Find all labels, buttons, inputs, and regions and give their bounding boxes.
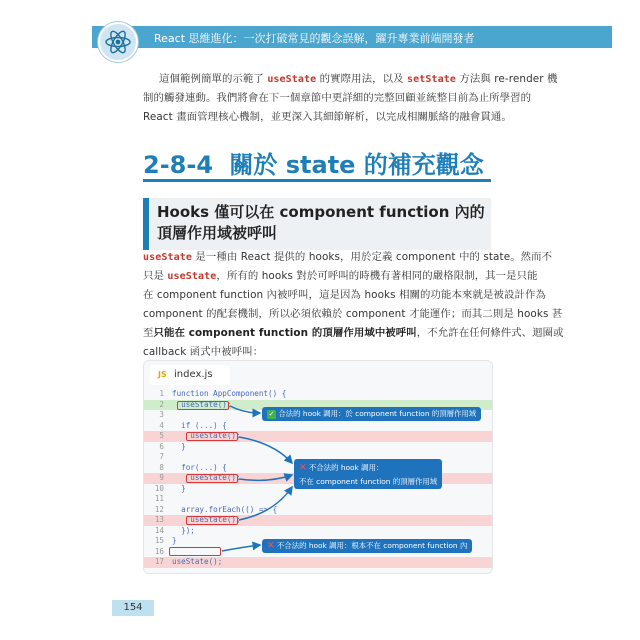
- line-number: 15: [154, 536, 164, 545]
- check-icon: ✓: [268, 410, 275, 418]
- file-name: index.js: [174, 369, 213, 380]
- body-text: 只是: [143, 270, 168, 282]
- line-number: 2: [159, 399, 164, 409]
- cross-icon: ✕: [267, 541, 275, 551]
- intro-text: React 畫面管理核心機制，並更深入其細節解析，以完成相關脈絡的融會貫通。: [143, 111, 512, 123]
- code-text: }: [172, 536, 177, 545]
- body-text: 是一種由 React 提供的 hooks，用於定義 component 中的 state。然而不: [191, 251, 553, 263]
- chapter-header-band: [92, 26, 612, 48]
- body-text: component 的配套機制，所以必須依賴於 component 才能運作；而其二則是 hooks 甚: [143, 308, 563, 320]
- emphasis-text: 只能在 component function 的頂層作用域中被呼叫: [153, 327, 417, 339]
- inline-code: useState: [167, 271, 217, 282]
- body-text: 至: [143, 327, 154, 339]
- code-text: function AppComponent() {: [172, 389, 287, 398]
- callout-text: 不合法的 hook 調用：根本不在 component function 內: [276, 541, 468, 550]
- page-number: 154: [112, 600, 154, 616]
- line-number: 7: [159, 452, 164, 461]
- line-number: 10: [154, 483, 164, 493]
- intro-paragraph: [143, 70, 558, 127]
- invalid-hook-callout-outside: [262, 539, 472, 553]
- body-paragraph: [143, 248, 564, 362]
- code-text: array.forEach(() => {: [172, 504, 278, 514]
- valid-hook-callout: [262, 407, 481, 421]
- callout-text: 合法的 hook 調用：於 component function 的頂層作用域: [278, 409, 477, 418]
- intro-text: 的實際用法，以及: [316, 73, 408, 85]
- body-text: ，所有的 hooks 對於可呼叫的時機有著相同的嚴格限制，其一是只能: [216, 270, 538, 282]
- callout-text: 不合法的 hook 調用：: [308, 463, 384, 472]
- line-number: 8: [159, 462, 164, 472]
- intro-text: 制的觸發連動。我們將會在下一個章節中更詳細的完整回顧並統整目前為止所學習的: [143, 92, 532, 104]
- line-number: 5: [159, 431, 164, 440]
- inline-code: useState: [267, 74, 317, 85]
- section-number: 2-8-4: [143, 151, 214, 179]
- code-text: }: [172, 441, 186, 451]
- code-text: useState();: [172, 399, 232, 409]
- body-text: callback 函式中被呼叫：: [143, 346, 264, 358]
- react-logo-icon: [98, 22, 138, 62]
- intro-text: 這個範例簡單的示範了: [159, 73, 268, 85]
- line-number: 13: [154, 515, 164, 524]
- intro-text: 方法與 re-render 機: [455, 73, 558, 85]
- code-text: useState();: [172, 431, 241, 440]
- line-number: 11: [154, 494, 164, 503]
- code-text: for(...) {: [172, 462, 227, 472]
- body-text: ，不允許在任何條件式、迴圈或: [416, 327, 564, 339]
- line-number: 3: [159, 410, 164, 419]
- code-text: useState();: [172, 557, 223, 566]
- line-number: 9: [159, 473, 164, 482]
- line-number: 6: [159, 441, 164, 451]
- code-text: useState();: [172, 515, 241, 524]
- subsection-title: Hooks 僅可以在 component function 內的頂層作用域被呼叫: [157, 203, 485, 242]
- line-number: 1: [159, 389, 164, 398]
- code-figure: [143, 360, 493, 574]
- heading-underline: [143, 179, 491, 182]
- section-heading: [143, 143, 491, 183]
- code-text: useState();: [172, 473, 241, 482]
- code-text: if (...) {: [172, 420, 227, 430]
- code-text: });: [172, 525, 195, 535]
- invalid-hook-callout-scope: [294, 459, 442, 489]
- callout-text: 不在 component function 的頂層作用域: [299, 477, 438, 486]
- inline-code: setState: [407, 74, 456, 85]
- inline-code: useState: [143, 252, 192, 263]
- cross-icon: ✕: [299, 463, 307, 473]
- js-file-icon: JS: [158, 370, 167, 379]
- book-title: React 思維進化：一次打破常見的觀念誤解，躍升專業前端開發者: [154, 32, 475, 45]
- line-number: 16: [154, 546, 164, 556]
- line-number: 17: [154, 557, 164, 566]
- line-number: 4: [159, 420, 164, 430]
- line-number: 12: [154, 504, 164, 514]
- line-number: 14: [154, 525, 164, 535]
- section-title: 關於 state 的補充觀念: [229, 151, 484, 179]
- body-text: 在 component function 內被呼叫，這是因為 hooks 相關的功能本來就是被設計作為: [143, 289, 546, 301]
- subsection-heading: [143, 198, 491, 250]
- code-text: }: [172, 483, 186, 493]
